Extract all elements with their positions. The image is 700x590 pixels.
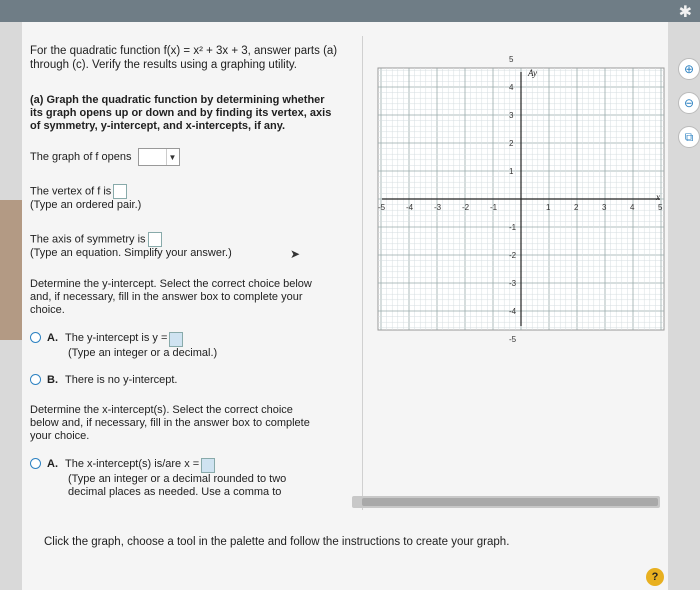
question-intro — [30, 44, 360, 72]
part-a-line-2: its graph opens up or down and by finding its vertex, axis — [30, 107, 332, 119]
x-tick-label: 2 — [574, 203, 579, 212]
part-a-instructions — [30, 94, 360, 133]
scrollbar-thumb[interactable] — [362, 498, 658, 506]
vertex-answer-box[interactable] — [113, 184, 127, 199]
chevron-down-icon: ▼ — [166, 149, 179, 165]
question-text-pane[interactable] — [30, 36, 360, 510]
top-bar — [0, 0, 700, 22]
y-axis-label: Ay — [528, 68, 537, 78]
y-option-a-hint: (Type an integer or a decimal.) — [68, 347, 218, 359]
x-tick-label: -4 — [406, 203, 414, 212]
y-tick-label: -2 — [509, 251, 517, 260]
y-tick-label: -5 — [509, 335, 517, 344]
y-tick-label: 4 — [509, 83, 514, 92]
xint-line-3: your choice. — [30, 430, 90, 442]
part-a-line-3: of symmetry, y-intercept, and x-intercepts, if any. — [30, 120, 286, 132]
vertex-label: The vertex of f is — [30, 185, 112, 198]
y-intercept-option-a[interactable] — [30, 332, 360, 360]
zoom-in-icon[interactable]: ⊕ — [678, 58, 700, 80]
axis-hint: (Type an equation. Simplify your answer.) — [30, 247, 232, 259]
intro-line-2: through (c). Verify the results using a graphing utility. — [30, 59, 297, 71]
x-tick-label: 3 — [602, 203, 607, 212]
axis-label: The axis of symmetry is — [30, 233, 146, 246]
y-option-b-text: There is no y-intercept. — [65, 374, 178, 386]
y-tick-label: 5 — [509, 55, 514, 64]
axis-answer-box[interactable] — [148, 232, 162, 247]
y-intercept-answer-box[interactable] — [169, 332, 183, 347]
x-tick-label: -2 — [462, 203, 470, 212]
y-option-a-radio[interactable] — [30, 332, 41, 343]
background-strip — [0, 200, 22, 340]
settings-gear-icon[interactable]: ✱ — [678, 4, 692, 21]
x-tick-label: -3 — [434, 203, 442, 212]
y-option-b-radio[interactable] — [30, 374, 41, 385]
y-intercept-option-b[interactable] — [30, 374, 360, 387]
x-intercept-instructions — [30, 404, 360, 443]
help-button[interactable]: ? — [646, 568, 664, 586]
y-option-a-letter: A. — [47, 332, 58, 344]
y-tick-label: -1 — [509, 223, 517, 232]
xint-line-1: Determine the x-intercept(s). Select the correct choice — [30, 404, 293, 416]
pane-divider — [362, 36, 363, 510]
yint-line-1: Determine the y-intercept. Select the correct choice below — [30, 278, 312, 290]
x-intercept-option-a[interactable] — [30, 458, 360, 499]
part-a-line-1: (a) Graph the quadratic function by determining whether — [30, 94, 325, 106]
popout-icon[interactable]: ⧉ — [678, 126, 700, 148]
x-tick-label: 5 — [658, 203, 663, 212]
x-tick-label: 4 — [630, 203, 635, 212]
opens-dropdown[interactable] — [138, 148, 180, 166]
y-tick-label: 1 — [509, 167, 514, 176]
vertex-row — [30, 184, 360, 212]
intro-line-1: For the quadratic function f(x) = x² + 3x + 3, answer parts (a) — [30, 45, 338, 57]
x-tick-label: -5 — [378, 203, 386, 212]
opens-label: The graph of f opens — [30, 150, 132, 163]
y-tick-label: 2 — [509, 139, 514, 148]
graph-canvas[interactable] — [378, 55, 664, 344]
zoom-out-icon[interactable]: ⊖ — [678, 92, 700, 114]
x-option-a-hint-2: decimal places as needed. Use a comma to — [68, 486, 282, 498]
x-axis-label: x — [656, 192, 660, 202]
axis-row — [30, 232, 360, 260]
y-tick-label: -4 — [509, 307, 517, 316]
mouse-cursor-icon: ➤ — [290, 247, 301, 261]
graph-instruction: Click the graph, choose a tool in the palette and follow the instructions to create your graph. — [44, 536, 510, 548]
y-option-a-text: The y-intercept is y = — [65, 332, 168, 344]
x-option-a-letter: A. — [47, 458, 58, 470]
y-intercept-instructions — [30, 278, 360, 317]
x-option-a-text: The x-intercept(s) is/are x = — [65, 458, 200, 470]
y-tick-label: -3 — [509, 279, 517, 288]
yint-line-3: choice. — [30, 304, 65, 316]
x-tick-label: -1 — [490, 203, 498, 212]
tool-palette — [678, 58, 698, 160]
x-option-a-hint-1: (Type an integer or a decimal rounded to two — [68, 473, 287, 485]
y-tick-label: 3 — [509, 111, 514, 120]
x-option-a-radio[interactable] — [30, 458, 41, 469]
x-intercept-answer-box[interactable] — [201, 458, 215, 473]
xint-line-2: below and, if necessary, fill in the answer box to complete — [30, 417, 310, 429]
x-tick-label: 1 — [546, 203, 551, 212]
vertex-hint: (Type an ordered pair.) — [30, 199, 142, 211]
y-option-b-letter: B. — [47, 374, 58, 386]
opens-row — [30, 148, 360, 166]
yint-line-2: and, if necessary, fill in the answer box to complete your — [30, 291, 303, 303]
